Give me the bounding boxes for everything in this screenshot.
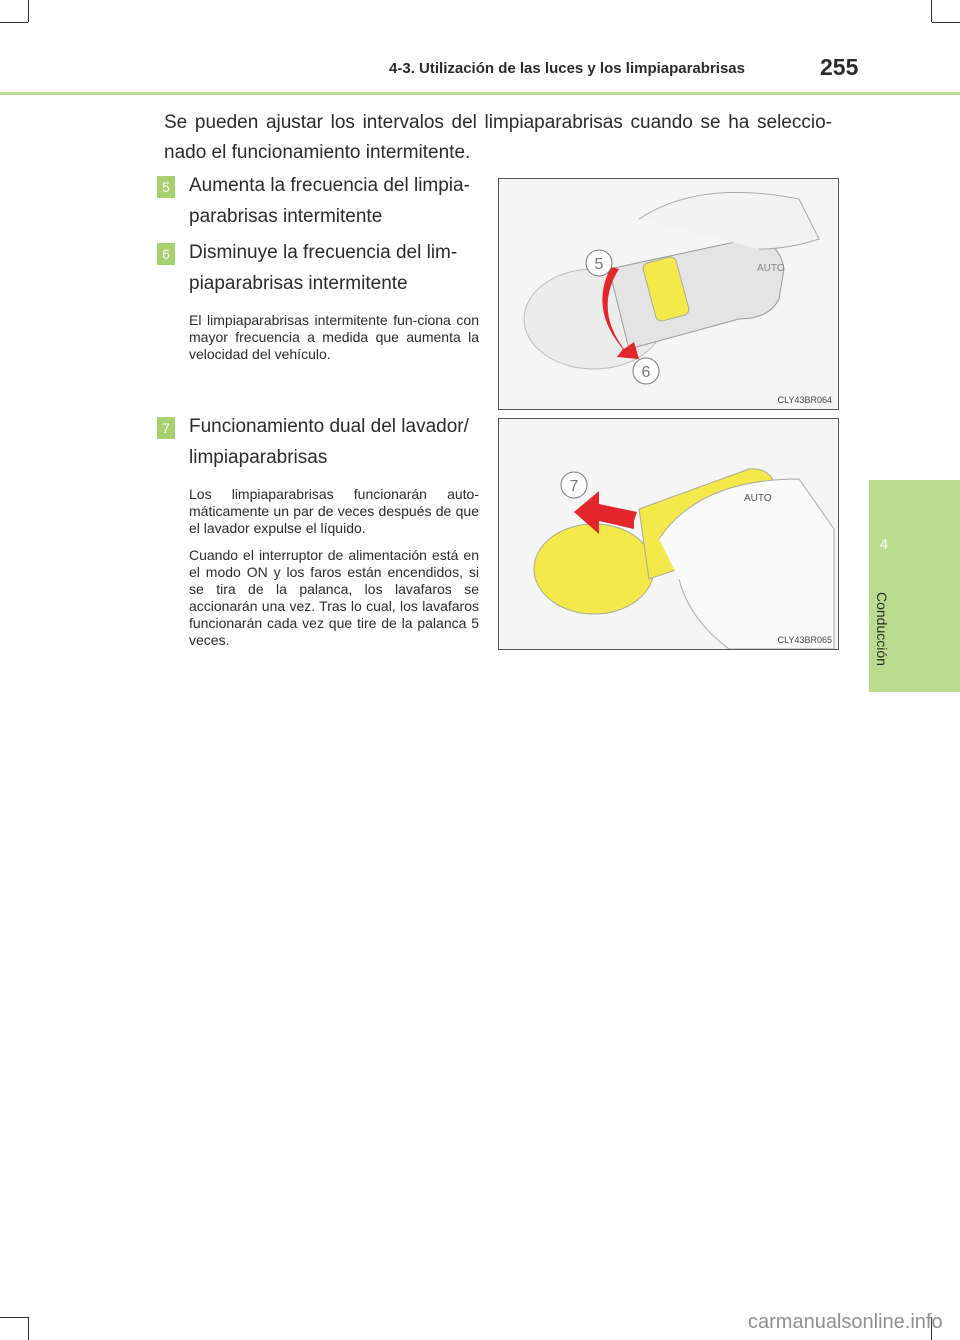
callout-6: 6 xyxy=(641,364,651,381)
crop-mark xyxy=(0,1317,28,1318)
figure-code: CLY43BR065 xyxy=(777,635,832,645)
page-number: 255 xyxy=(820,54,859,80)
item-badge: 7 xyxy=(157,417,175,439)
crop-mark xyxy=(0,22,28,23)
header-divider xyxy=(0,92,960,95)
callout-5: 5 xyxy=(594,256,604,273)
intro-paragraph: Se pueden ajustar los intervalos del limpiaparabrisas cuando se ha seleccio-nado el funcionamiento intermitente. xyxy=(164,112,832,163)
washer-lever-illustration xyxy=(499,419,838,649)
crop-mark xyxy=(28,1317,29,1340)
crop-mark xyxy=(932,22,960,23)
item-note xyxy=(189,486,479,659)
item-note xyxy=(189,312,479,373)
crop-mark xyxy=(931,0,932,22)
item-badge: 6 xyxy=(157,243,175,265)
lever-auto-label: AUTO xyxy=(757,263,785,274)
crop-mark xyxy=(28,0,29,22)
section-title: 4-3. Utilización de las luces y los limpiaparabrisas xyxy=(389,60,745,77)
note-text: Los limpiaparabrisas funcionarán auto-máticamente un par de veces después de que el lavador expulse el líquido. xyxy=(189,486,479,536)
wiper-lever-illustration xyxy=(499,179,838,409)
figure-washer-operation xyxy=(498,418,839,650)
watermark-text: carmanualsonline.info xyxy=(748,1311,943,1333)
chapter-label: Conducción xyxy=(874,592,890,666)
item-title: Aumenta la frecuencia del limpia-parabrisas intermitente xyxy=(189,175,470,227)
note-text: El limpiaparabrisas intermitente fun-ciona con mayor frecuencia a medida que aumenta la velocidad del vehículo. xyxy=(189,312,479,362)
item-title: Funcionamiento dual del lavador/ limpiaparabrisas xyxy=(189,416,469,468)
figure-code: CLY43BR064 xyxy=(777,395,832,405)
lever-auto-label: AUTO xyxy=(744,493,772,504)
figure-wiper-frequency xyxy=(498,178,839,410)
item-badge: 5 xyxy=(157,176,175,198)
chapter-number: 4 xyxy=(879,536,889,553)
note-text: Cuando el interruptor de alimentación está en el modo ON y los faros están encendidos, si se tira de la palanca, los lavafaros se accionarán una vez. Tras lo cual, los lavafaros funcionarán cada vez que tire de la palanca 5 veces. xyxy=(189,547,479,648)
item-title: Disminuye la frecuencia del lim-piaparabrisas intermitente xyxy=(189,242,458,294)
callout-7: 7 xyxy=(569,478,579,495)
